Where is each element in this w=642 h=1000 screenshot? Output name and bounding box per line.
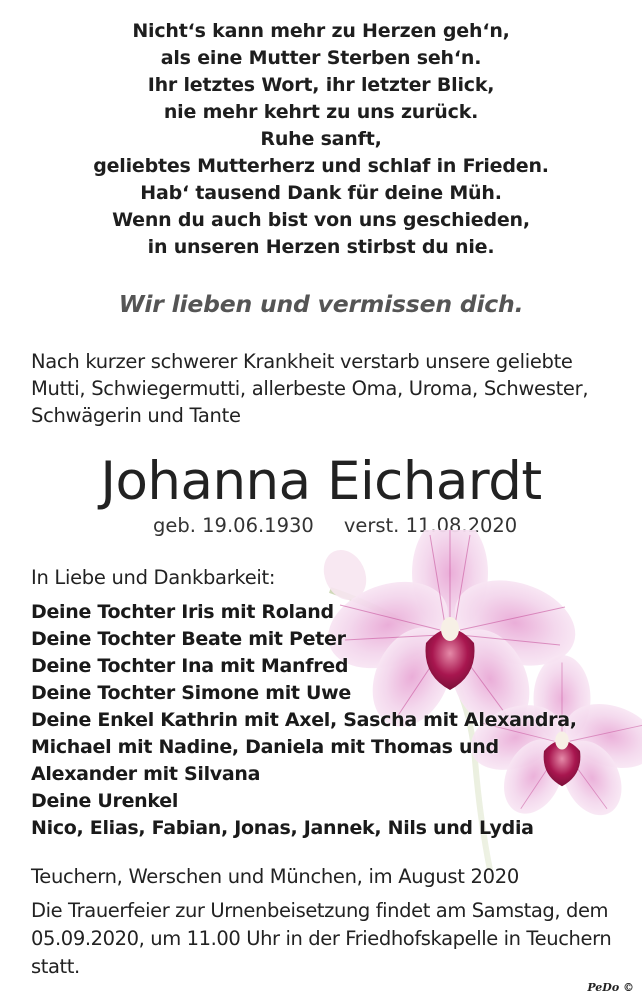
family-line: Alexander mit Silvana bbox=[31, 763, 261, 785]
deceased-name: Johanna Eichardt bbox=[100, 451, 542, 512]
motto: Wir lieben und vermissen dich. bbox=[118, 290, 524, 318]
poem-line: Hab‘ tausend Dank für deine Müh. bbox=[140, 182, 502, 204]
intro-line: Nach kurzer schwerer Krankheit verstarb unsere geliebte bbox=[31, 350, 573, 373]
family-line: Deine Enkel Kathrin mit Axel, Sascha mit Alexandra, bbox=[31, 709, 577, 731]
family-line: Deine Tochter Iris mit Roland bbox=[31, 601, 334, 623]
ceremony-line: statt. bbox=[31, 955, 80, 978]
ceremony-line: Die Trauerfeier zur Urnenbeisetzung findet am Samstag, dem bbox=[31, 899, 609, 922]
family-line: Deine Tochter Ina mit Manfred bbox=[31, 655, 349, 677]
poem-line: Ruhe sanft, bbox=[260, 128, 382, 150]
intro-line: Mutti, Schwiegermutti, allerbeste Oma, Uroma, Schwester, bbox=[31, 377, 589, 400]
family-list bbox=[31, 599, 577, 842]
family-line: Deine Urenkel bbox=[31, 790, 179, 812]
intro-line: Schwägerin und Tante bbox=[31, 404, 241, 427]
family-line: Deine Tochter Beate mit Peter bbox=[31, 628, 346, 650]
place-and-date: Teuchern, Werschen und München, im August 2020 bbox=[31, 865, 519, 888]
thanks-heading: In Liebe und Dankbarkeit: bbox=[31, 566, 276, 589]
death-date: verst. 11.08.2020 bbox=[343, 514, 518, 537]
poem-line: geliebtes Mutterherz und schlaf in Frieden. bbox=[93, 155, 549, 177]
poem-line: Ihr letztes Wort, ihr letzter Blick, bbox=[147, 74, 495, 96]
poem-line: in unseren Herzen stirbst du nie. bbox=[147, 236, 495, 258]
ceremony-line: 05.09.2020, um 11.00 Uhr in der Friedhofskapelle in Teuchern bbox=[31, 927, 612, 950]
poem-line: Nicht‘s kann mehr zu Herzen geh‘n, bbox=[132, 20, 510, 42]
birth-date: geb. 19.06.1930 bbox=[153, 514, 314, 537]
family-line: Nico, Elias, Fabian, Jonas, Jannek, Nils und Lydia bbox=[31, 817, 534, 839]
poem bbox=[0, 18, 642, 261]
family-line: Deine Tochter Simone mit Uwe bbox=[31, 682, 351, 704]
poem-line: als eine Mutter Sterben seh‘n. bbox=[160, 47, 482, 69]
designer-signature: PeDo © bbox=[587, 981, 634, 994]
ceremony-info bbox=[31, 897, 631, 981]
poem-line: nie mehr kehrt zu uns zurück. bbox=[163, 101, 479, 123]
family-line: Michael mit Nadine, Daniela mit Thomas und bbox=[31, 736, 499, 758]
poem-line: Wenn du auch bist von uns geschieden, bbox=[112, 209, 530, 231]
intro-text bbox=[31, 348, 631, 429]
